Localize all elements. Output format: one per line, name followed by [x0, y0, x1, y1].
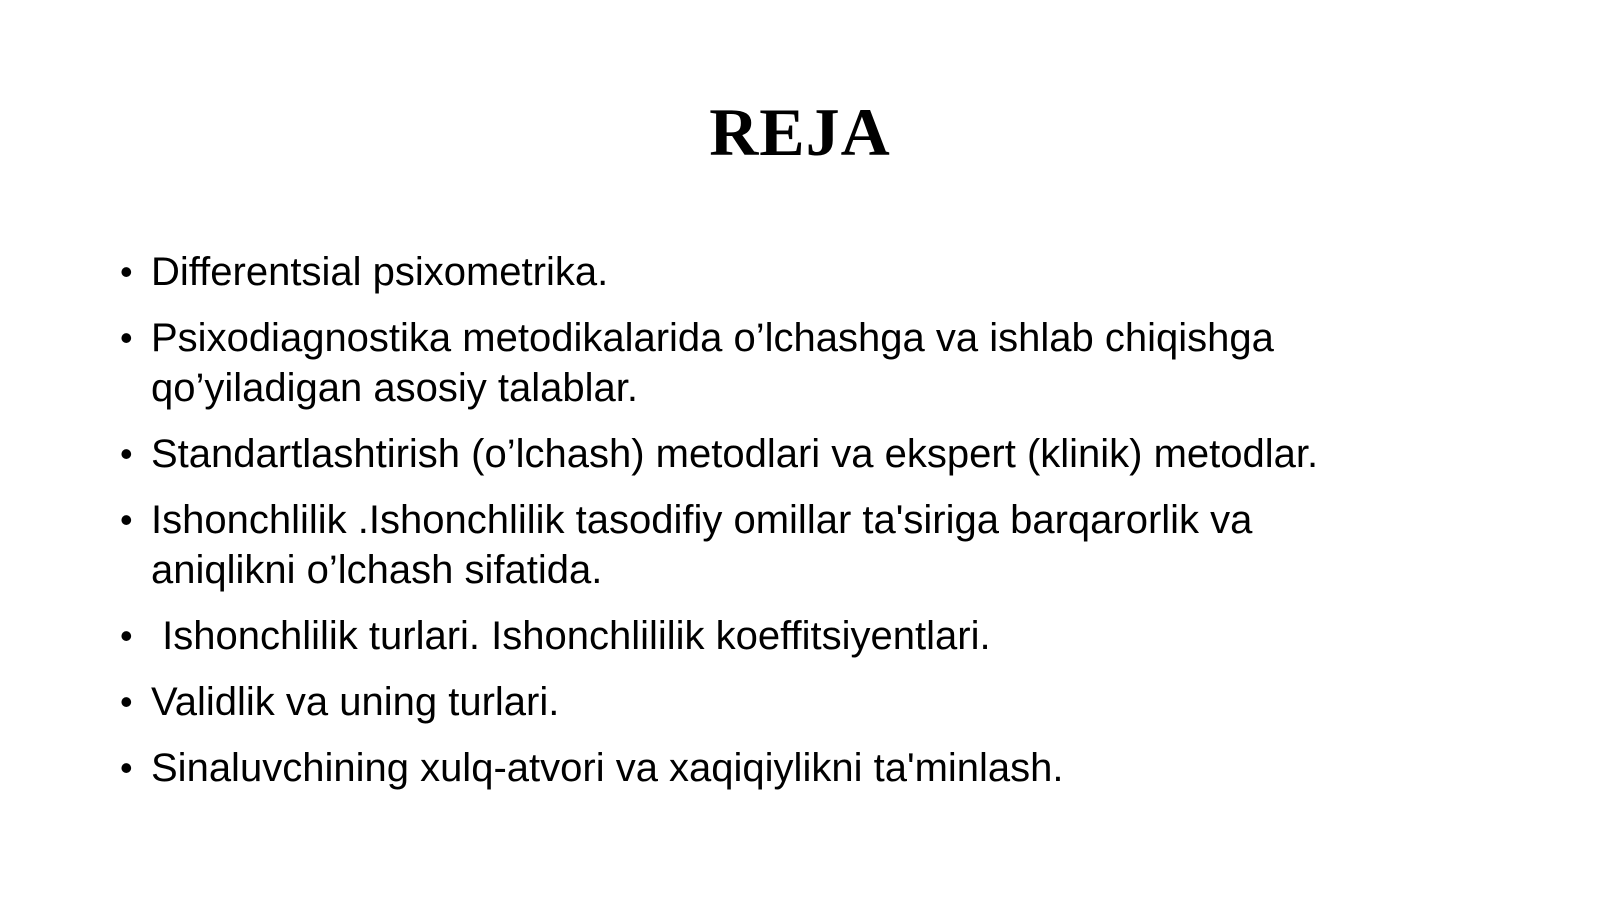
- list-item: [118, 611, 1518, 661]
- bullet-icon: •: [120, 681, 133, 722]
- list-item-text: Validlik va uning turlari.: [151, 680, 560, 724]
- list-item-text: Ishonchlilik .Ishonchlilik tasodifiy omillar ta'siriga barqarorlik va aniqlikni o’lchash sifatida.: [151, 498, 1253, 592]
- slide-title: REJA: [709, 94, 891, 170]
- bullet-icon: •: [120, 433, 133, 474]
- bullet-list: [118, 247, 1518, 809]
- list-item-text: Sinaluvchining xulq-atvori va xaqiqiylikni ta'minlash.: [151, 746, 1064, 790]
- list-item: [118, 743, 1518, 793]
- list-item-text: Differentsial psixometrika.: [151, 250, 609, 294]
- list-item-text: Psixodiagnostika metodikalarida o’lchashga va ishlab chiqishga qo’yiladigan asosiy talablar.: [151, 316, 1274, 410]
- list-item: [118, 495, 1518, 595]
- list-item: [118, 247, 1518, 297]
- bullet-icon: •: [120, 317, 133, 358]
- bullet-icon: •: [120, 615, 133, 656]
- bullet-icon: •: [120, 499, 133, 540]
- list-item-text: Standartlashtirish (o’lchash) metodlari va ekspert (klinik) metodlar.: [151, 432, 1319, 476]
- bullet-icon: •: [120, 251, 133, 292]
- list-item: [118, 313, 1518, 413]
- list-item: [118, 677, 1518, 727]
- bullet-icon: •: [120, 747, 133, 788]
- list-item: [118, 429, 1518, 479]
- list-item-text: Ishonchlilik turlari. Ishonchlililik koeffitsiyentlari.: [151, 614, 991, 658]
